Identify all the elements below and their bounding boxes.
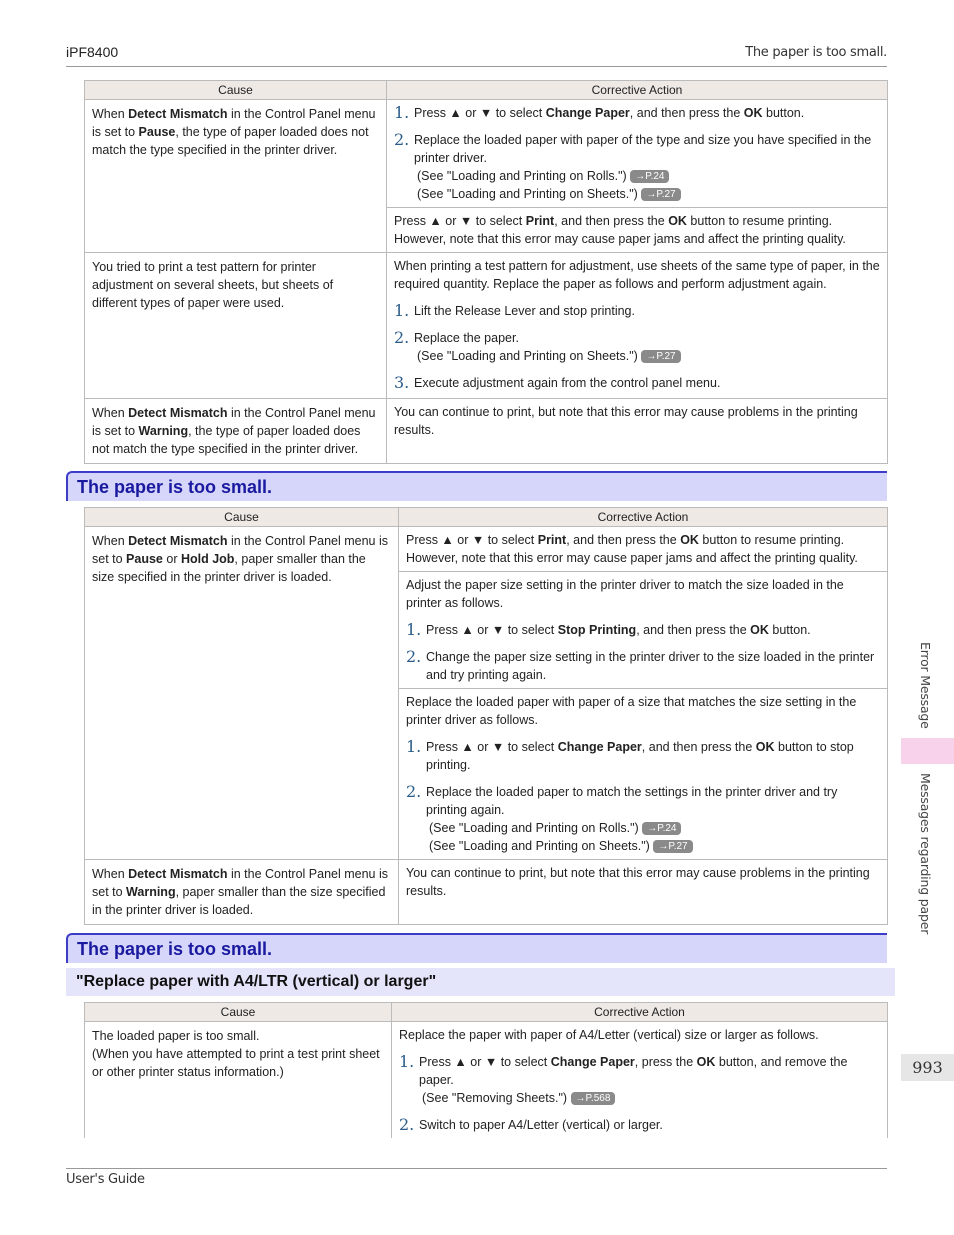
cause-cell: When Detect Mismatch in the Control Panel menu is set to Pause, the type of paper loaded does not match the type specified in the printer driver. <box>85 100 387 253</box>
action-cell: 1. Press ▲ or ▼ to select Change Paper, and then press the OK button. 2. Replace the loaded paper with paper of the type and size you have specified in the printer driver. (See "Loading and Printing on Rolls.") →P.24 (See "Loading and Printing on Sheets.") →P.27 <box>387 100 888 208</box>
footer-guide-name: User's Guide <box>66 1172 145 1187</box>
action-cell: Press ▲ or ▼ to select Print, and then press the OK button to resume printing. However, note that this error may cause paper jams and affect the printing quality. <box>399 527 888 572</box>
column-header-cause: Cause <box>85 1003 392 1022</box>
cause-cell: When Detect Mismatch in the Control Panel menu is set to Pause or Hold Job, paper smaller than the size specified in the printer driver is loaded. <box>85 527 399 860</box>
action-cell: You can continue to print, but note that this error may cause problems in the printing results. <box>387 399 888 464</box>
header-model: iPF8400 <box>66 44 119 60</box>
table-paper-mismatch <box>84 80 888 464</box>
page-link[interactable]: →P.27 <box>641 350 680 363</box>
column-header-cause: Cause <box>85 81 387 100</box>
table-row <box>85 527 888 572</box>
cause-cell: You tried to print a test pattern for printer adjustment on several sheets, but sheets of different types of paper were used. <box>85 253 387 399</box>
cause-cell: When Detect Mismatch in the Control Panel menu is set to Warning, the type of paper loaded does not match the type specified in the printer driver. <box>85 399 387 464</box>
table-row <box>85 399 888 464</box>
table-paper-too-small <box>84 507 888 925</box>
action-cell: Adjust the paper size setting in the printer driver to match the size loaded in the printer as follows. 1. Press ▲ or ▼ to select Stop Printing, and then press the OK button. 2. Change the paper size setting in the printer driver to the size loaded in the printer and try printing again. <box>399 572 888 689</box>
table-row <box>85 1022 888 1139</box>
page-number: 993 <box>901 1054 954 1081</box>
page-link[interactable]: →P.27 <box>641 188 680 201</box>
side-tab-messages-paper[interactable]: Messages regarding paper <box>918 773 933 935</box>
table-replace-paper <box>84 1002 888 1138</box>
cause-cell: When Detect Mismatch in the Control Panel menu is set to Warning, paper smaller than the size specified in the printer driver is loaded. <box>85 860 399 925</box>
section-heading: The paper is too small. <box>66 471 887 501</box>
cause-cell: The loaded paper is too small. (When you have attempted to print a test print sheet or other printer status information.) <box>85 1022 392 1139</box>
subsection-heading: "Replace paper with A4/LTR (vertical) or larger" <box>66 968 895 996</box>
section-heading: The paper is too small. <box>66 933 887 963</box>
action-cell: Press ▲ or ▼ to select Print, and then press the OK button to resume printing. However, note that this error may cause paper jams and affect the printing quality. <box>387 208 888 253</box>
header-divider <box>66 66 887 67</box>
page-link[interactable]: →P.568 <box>571 1092 616 1105</box>
column-header-action: Corrective Action <box>399 508 888 527</box>
table-row <box>85 100 888 208</box>
side-tab-error-message[interactable]: Error Message <box>918 642 933 729</box>
page-link[interactable]: →P.24 <box>642 822 681 835</box>
action-cell: Replace the loaded paper with paper of a size that matches the size setting in the printer driver as follows. 1. Press ▲ or ▼ to select Change Paper, and then press the OK button to stop printing. 2. Replace the loaded paper to match the settings in the printer driver and try printing again. (See "Loading and Printing on Rolls.") →P.24 (See "Loading and Printing on Sheets.") →P.27 <box>399 689 888 860</box>
page-link[interactable]: →P.24 <box>630 170 669 183</box>
table-row <box>85 860 888 925</box>
action-cell: When printing a test pattern for adjustment, use sheets of the same type of paper, in the required quantity. Replace the paper as follows and perform adjustment again. 1. Lift the Release Lever and stop printing. 2. Replace the paper. (See "Loading and Printing on Sheets.") →P.27 3. Execute adjustment again from the control panel menu. <box>387 253 888 399</box>
page-link[interactable]: →P.27 <box>653 840 692 853</box>
table-row <box>85 253 888 399</box>
header-section-title: The paper is too small. <box>745 45 887 60</box>
action-cell: Replace the paper with paper of A4/Letter (vertical) size or larger as follows. 1. Press ▲ or ▼ to select Change Paper, press the OK button, and remove the paper. (See "Removing Sheets.") →P.568 2. Switch to paper A4/Letter (vertical) or larger. <box>392 1022 888 1139</box>
action-cell: You can continue to print, but note that this error may cause problems in the printing results. <box>399 860 888 925</box>
side-tab-highlight <box>901 738 954 764</box>
footer-divider <box>66 1168 887 1169</box>
column-header-action: Corrective Action <box>387 81 888 100</box>
column-header-cause: Cause <box>85 508 399 527</box>
column-header-action: Corrective Action <box>392 1003 888 1022</box>
